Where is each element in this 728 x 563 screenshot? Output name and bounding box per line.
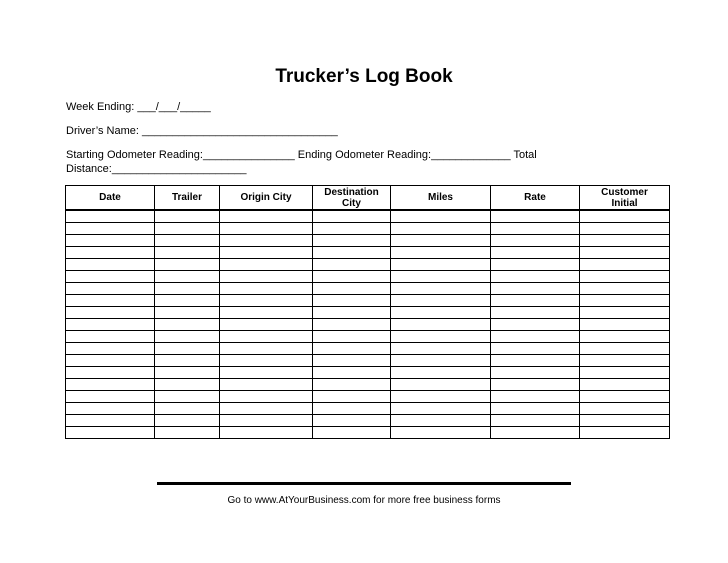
table-cell[interactable] bbox=[391, 355, 491, 367]
table-cell[interactable] bbox=[220, 210, 313, 223]
table-cell[interactable] bbox=[313, 355, 391, 367]
table-cell[interactable] bbox=[491, 355, 580, 367]
table-cell[interactable] bbox=[220, 271, 313, 283]
table-cell[interactable] bbox=[580, 235, 670, 247]
table-cell[interactable] bbox=[313, 391, 391, 403]
column-header-miles: Miles bbox=[391, 186, 491, 211]
table-cell[interactable] bbox=[391, 343, 491, 355]
table-row bbox=[66, 295, 670, 307]
table-cell[interactable] bbox=[391, 379, 491, 391]
table-cell[interactable] bbox=[220, 295, 313, 307]
table-cell[interactable] bbox=[391, 415, 491, 427]
table-cell[interactable] bbox=[155, 427, 220, 439]
column-header-trailer: Trailer bbox=[155, 186, 220, 211]
table-cell[interactable] bbox=[155, 331, 220, 343]
table-cell[interactable] bbox=[391, 403, 491, 415]
table-row bbox=[66, 235, 670, 247]
table-row bbox=[66, 331, 670, 343]
table-cell[interactable] bbox=[580, 343, 670, 355]
odometer-reading-field: Starting Odometer Reading:_______________ Ending Odometer Reading:_____________ Total bbox=[66, 149, 537, 161]
footer-text: Go to www.AtYourBusiness.com for more free business forms bbox=[227, 495, 501, 506]
table-cell[interactable] bbox=[66, 367, 155, 379]
table-cell[interactable] bbox=[66, 403, 155, 415]
table-cell[interactable] bbox=[491, 403, 580, 415]
table-row bbox=[66, 379, 670, 391]
table-row bbox=[66, 283, 670, 295]
table-cell[interactable] bbox=[220, 355, 313, 367]
table-cell[interactable] bbox=[220, 331, 313, 343]
table-cell[interactable] bbox=[313, 379, 391, 391]
table-cell[interactable] bbox=[155, 295, 220, 307]
table-cell[interactable] bbox=[491, 235, 580, 247]
table-cell[interactable] bbox=[66, 247, 155, 259]
table-row bbox=[66, 259, 670, 271]
table-cell[interactable] bbox=[155, 271, 220, 283]
table-cell[interactable] bbox=[580, 247, 670, 259]
table-cell[interactable] bbox=[391, 247, 491, 259]
table-row bbox=[66, 343, 670, 355]
table-cell[interactable] bbox=[313, 259, 391, 271]
table-cell[interactable] bbox=[580, 283, 670, 295]
table-cell[interactable] bbox=[155, 355, 220, 367]
table-row bbox=[66, 307, 670, 319]
table-cell[interactable] bbox=[66, 223, 155, 235]
table-cell[interactable] bbox=[155, 307, 220, 319]
table-cell[interactable] bbox=[580, 210, 670, 223]
table-cell[interactable] bbox=[580, 319, 670, 331]
table-cell[interactable] bbox=[220, 391, 313, 403]
table-row bbox=[66, 223, 670, 235]
table-cell[interactable] bbox=[491, 427, 580, 439]
column-header-destination-city: Destination City bbox=[313, 186, 391, 211]
table-cell[interactable] bbox=[66, 259, 155, 271]
table-cell[interactable] bbox=[491, 415, 580, 427]
table-cell[interactable] bbox=[491, 271, 580, 283]
table-cell[interactable] bbox=[580, 367, 670, 379]
table-cell[interactable] bbox=[220, 247, 313, 259]
table-cell[interactable] bbox=[313, 403, 391, 415]
table-cell[interactable] bbox=[313, 331, 391, 343]
table-cell[interactable] bbox=[220, 343, 313, 355]
table-cell[interactable] bbox=[313, 235, 391, 247]
table-row bbox=[66, 427, 670, 439]
table-cell[interactable] bbox=[491, 283, 580, 295]
table-cell[interactable] bbox=[580, 391, 670, 403]
table-cell[interactable] bbox=[313, 415, 391, 427]
table-cell[interactable] bbox=[155, 283, 220, 295]
table-cell[interactable] bbox=[580, 415, 670, 427]
table-cell[interactable] bbox=[491, 295, 580, 307]
table-cell[interactable] bbox=[580, 331, 670, 343]
table-cell[interactable] bbox=[313, 295, 391, 307]
table-cell[interactable] bbox=[66, 295, 155, 307]
table-cell[interactable] bbox=[66, 355, 155, 367]
table-cell[interactable] bbox=[491, 391, 580, 403]
table-cell[interactable] bbox=[491, 259, 580, 271]
log-table-body bbox=[66, 210, 670, 439]
log-table bbox=[65, 185, 670, 439]
table-cell[interactable] bbox=[580, 259, 670, 271]
table-cell[interactable] bbox=[491, 379, 580, 391]
page-title: Trucker’s Log Book bbox=[275, 66, 453, 87]
table-row bbox=[66, 367, 670, 379]
table-cell[interactable] bbox=[313, 247, 391, 259]
table-cell[interactable] bbox=[313, 343, 391, 355]
table-cell[interactable] bbox=[391, 259, 491, 271]
table-cell[interactable] bbox=[220, 283, 313, 295]
table-cell[interactable] bbox=[220, 415, 313, 427]
table-cell[interactable] bbox=[220, 427, 313, 439]
table-header-row bbox=[66, 186, 670, 211]
table-cell[interactable] bbox=[391, 319, 491, 331]
table-row bbox=[66, 403, 670, 415]
table-row bbox=[66, 319, 670, 331]
table-cell[interactable] bbox=[391, 427, 491, 439]
table-cell[interactable] bbox=[66, 343, 155, 355]
table-cell[interactable] bbox=[391, 223, 491, 235]
table-cell[interactable] bbox=[313, 283, 391, 295]
table-cell[interactable] bbox=[580, 355, 670, 367]
table-row bbox=[66, 247, 670, 259]
table-cell[interactable] bbox=[391, 210, 491, 223]
table-cell[interactable] bbox=[491, 367, 580, 379]
drivers-name-field: Driver’s Name: ________________________________ bbox=[66, 125, 338, 137]
table-cell[interactable] bbox=[66, 391, 155, 403]
table-cell[interactable] bbox=[391, 307, 491, 319]
table-cell[interactable] bbox=[155, 247, 220, 259]
table-cell[interactable] bbox=[491, 343, 580, 355]
table-cell[interactable] bbox=[313, 307, 391, 319]
table-cell[interactable] bbox=[491, 247, 580, 259]
week-ending-field: Week Ending: ___/___/_____ bbox=[66, 101, 211, 113]
table-cell[interactable] bbox=[155, 223, 220, 235]
table-cell[interactable] bbox=[220, 235, 313, 247]
table-cell[interactable] bbox=[220, 367, 313, 379]
table-cell[interactable] bbox=[155, 391, 220, 403]
table-cell[interactable] bbox=[491, 319, 580, 331]
table-cell[interactable] bbox=[66, 331, 155, 343]
table-cell[interactable] bbox=[155, 415, 220, 427]
table-cell[interactable] bbox=[313, 223, 391, 235]
table-cell[interactable] bbox=[66, 283, 155, 295]
table-cell[interactable] bbox=[220, 319, 313, 331]
table-cell[interactable] bbox=[313, 367, 391, 379]
table-cell[interactable] bbox=[66, 235, 155, 247]
table-cell[interactable] bbox=[391, 283, 491, 295]
table-cell[interactable] bbox=[66, 379, 155, 391]
table-cell[interactable] bbox=[391, 235, 491, 247]
table-cell[interactable] bbox=[155, 367, 220, 379]
table-cell[interactable] bbox=[580, 271, 670, 283]
footer-divider bbox=[157, 482, 571, 485]
table-cell[interactable] bbox=[220, 223, 313, 235]
table-row bbox=[66, 210, 670, 223]
table-cell[interactable] bbox=[491, 331, 580, 343]
table-cell[interactable] bbox=[66, 271, 155, 283]
table-row bbox=[66, 391, 670, 403]
table-cell[interactable] bbox=[313, 427, 391, 439]
table-cell[interactable] bbox=[220, 259, 313, 271]
column-header-origin-city: Origin City bbox=[220, 186, 313, 211]
table-cell[interactable] bbox=[155, 319, 220, 331]
table-cell[interactable] bbox=[391, 331, 491, 343]
table-cell[interactable] bbox=[580, 427, 670, 439]
column-header-rate: Rate bbox=[491, 186, 580, 211]
table-cell[interactable] bbox=[155, 343, 220, 355]
table-cell[interactable] bbox=[220, 307, 313, 319]
table-cell[interactable] bbox=[66, 307, 155, 319]
table-cell[interactable] bbox=[66, 427, 155, 439]
table-cell[interactable] bbox=[313, 319, 391, 331]
table-cell[interactable] bbox=[580, 223, 670, 235]
table-cell[interactable] bbox=[313, 210, 391, 223]
table-cell[interactable] bbox=[220, 403, 313, 415]
table-cell[interactable] bbox=[391, 391, 491, 403]
column-header-customer-initial: Customer Initial bbox=[580, 186, 670, 211]
table-cell[interactable] bbox=[155, 210, 220, 223]
table-row bbox=[66, 355, 670, 367]
table-cell[interactable] bbox=[580, 307, 670, 319]
table-cell[interactable] bbox=[155, 235, 220, 247]
total-distance-field: Distance:______________________ bbox=[66, 163, 247, 175]
table-row bbox=[66, 415, 670, 427]
table-cell[interactable] bbox=[66, 210, 155, 223]
table-cell[interactable] bbox=[155, 403, 220, 415]
table-cell[interactable] bbox=[66, 415, 155, 427]
table-row bbox=[66, 271, 670, 283]
table-cell[interactable] bbox=[491, 307, 580, 319]
table-cell[interactable] bbox=[491, 223, 580, 235]
table-cell[interactable] bbox=[391, 367, 491, 379]
table-cell[interactable] bbox=[313, 271, 391, 283]
column-header-date: Date bbox=[66, 186, 155, 211]
table-cell[interactable] bbox=[155, 379, 220, 391]
table-cell[interactable] bbox=[580, 379, 670, 391]
table-cell[interactable] bbox=[391, 271, 491, 283]
table-cell[interactable] bbox=[580, 403, 670, 415]
table-cell[interactable] bbox=[580, 295, 670, 307]
table-cell[interactable] bbox=[491, 210, 580, 223]
table-cell[interactable] bbox=[391, 295, 491, 307]
table-cell[interactable] bbox=[155, 259, 220, 271]
table-cell[interactable] bbox=[220, 379, 313, 391]
table-cell[interactable] bbox=[66, 319, 155, 331]
